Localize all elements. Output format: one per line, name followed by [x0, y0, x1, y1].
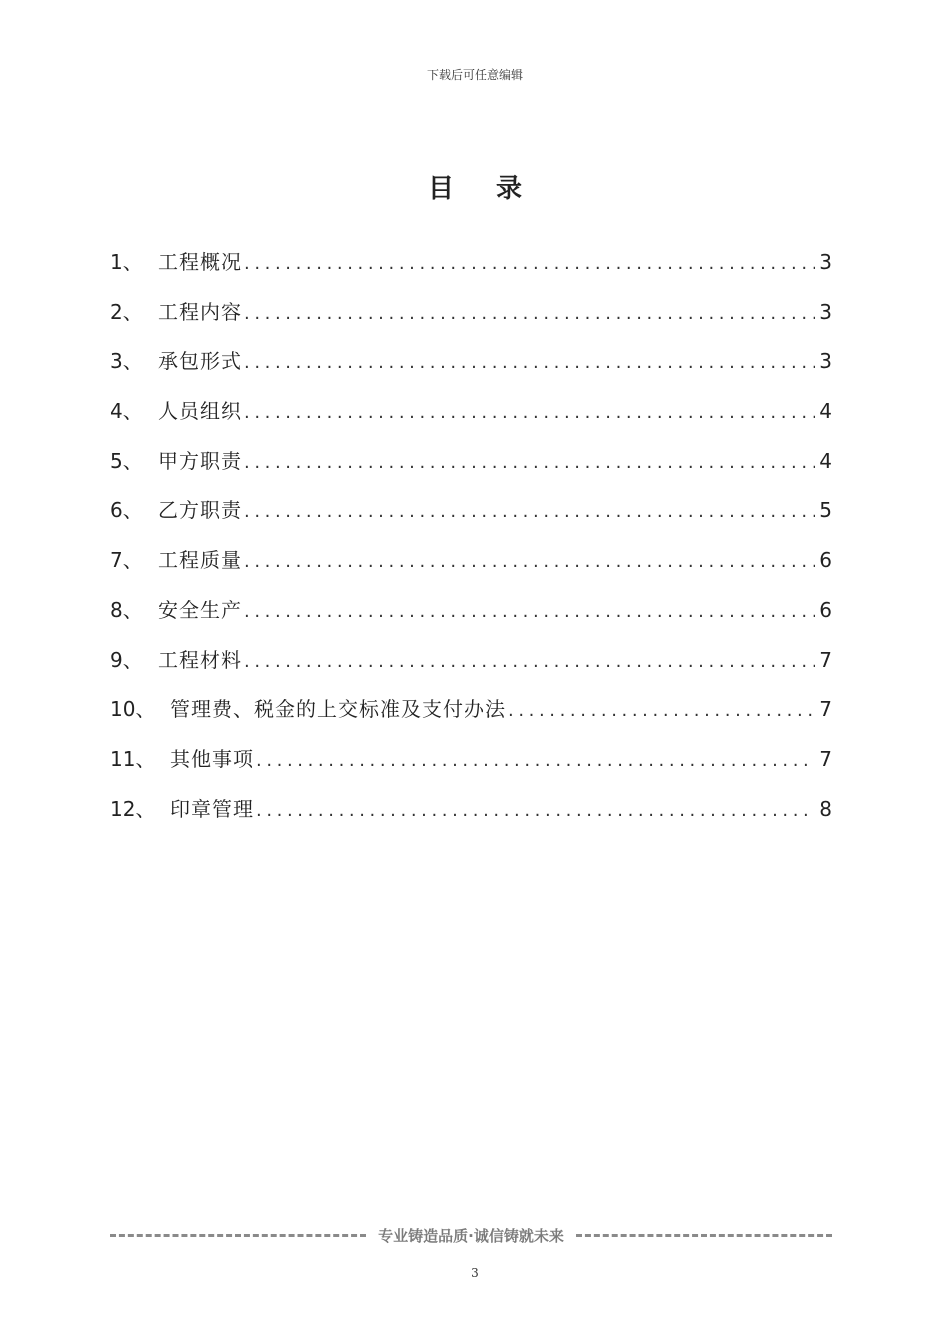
- toc-title: 目录: [427, 174, 564, 204]
- toc-entry-label: 管理费、税金的上交标准及支付办法: [170, 697, 506, 722]
- toc-entry-number: 6、: [110, 498, 143, 523]
- toc-leader-dots: [244, 601, 815, 622]
- toc-entry-label: 工程内容: [158, 299, 242, 324]
- toc-entry[interactable]: [110, 345, 832, 395]
- toc-leader-dots: [508, 700, 815, 721]
- toc-entry-label: 印章管理: [170, 796, 254, 821]
- toc-entry[interactable]: [110, 445, 832, 495]
- toc-entry-page: 7: [819, 746, 832, 771]
- toc-entry[interactable]: [110, 395, 832, 445]
- footer-slogan: 专业铸造品质·诚信铸就未来: [378, 1226, 564, 1245]
- toc-entry[interactable]: [110, 693, 832, 743]
- toc-leader-dots: [244, 402, 815, 423]
- toc-entry-label: 乙方职责: [158, 498, 242, 523]
- toc-entry-label: 人员组织: [158, 399, 242, 424]
- toc-entry-page: 3: [819, 299, 832, 324]
- footer-band: [110, 1222, 832, 1248]
- toc-leader-dots: [256, 750, 815, 771]
- toc-leader-dots: [244, 303, 815, 324]
- table-of-contents: [110, 246, 832, 842]
- toc-entry-page: 3: [819, 349, 832, 374]
- page-number: 3: [471, 1266, 479, 1280]
- toc-entry-label: 安全生产: [158, 597, 242, 622]
- toc-entry-number: 5、: [110, 448, 143, 473]
- toc-entry-number: 11、: [110, 746, 156, 771]
- toc-entry-page: 4: [819, 448, 832, 473]
- toc-entry-label: 工程质量: [158, 548, 242, 573]
- toc-leader-dots: [256, 800, 815, 821]
- toc-entry-number: 2、: [110, 299, 143, 324]
- toc-entry-label: 甲方职责: [158, 448, 242, 473]
- toc-leader-dots: [244, 501, 815, 522]
- toc-entry-page: 5: [819, 498, 832, 523]
- toc-entry-number: 4、: [110, 399, 143, 424]
- toc-entry-number: 10、: [110, 697, 156, 722]
- toc-leader-dots: [244, 253, 815, 274]
- footer-dash-right: [576, 1234, 832, 1237]
- toc-entry[interactable]: [110, 544, 832, 594]
- toc-entry-page: 4: [819, 399, 832, 424]
- toc-entry-label: 其他事项: [170, 746, 254, 771]
- toc-entry[interactable]: [110, 743, 832, 793]
- toc-entry[interactable]: [110, 594, 832, 644]
- toc-entry[interactable]: [110, 246, 832, 296]
- toc-entry[interactable]: [110, 644, 832, 694]
- toc-entry-number: 1、: [110, 250, 143, 274]
- toc-leader-dots: [244, 551, 815, 572]
- toc-entry-number: 3、: [110, 349, 143, 374]
- toc-entry-page: 7: [819, 647, 832, 672]
- toc-leader-dots: [244, 452, 815, 473]
- toc-leader-dots: [244, 352, 815, 373]
- toc-entry-page: 6: [819, 548, 832, 573]
- toc-entry-number: 12、: [110, 796, 156, 821]
- toc-entry[interactable]: [110, 793, 832, 843]
- toc-entry-label: 工程概况: [158, 250, 242, 274]
- toc-entry[interactable]: [110, 494, 832, 544]
- toc-entry-number: 8、: [110, 597, 143, 622]
- toc-entry-page: 7: [819, 697, 832, 722]
- toc-entry-label: 工程材料: [158, 647, 242, 672]
- toc-entry-page: 8: [819, 796, 832, 821]
- page-header: 下载后可任意编辑: [426, 68, 523, 82]
- toc-entry-number: 7、: [110, 548, 143, 573]
- toc-leader-dots: [244, 651, 815, 672]
- toc-entry-page: 6: [819, 597, 832, 622]
- footer-dash-left: [110, 1234, 366, 1237]
- toc-entry-page: 3: [819, 250, 832, 274]
- toc-entry-number: 9、: [110, 647, 143, 672]
- toc-entry[interactable]: [110, 296, 832, 346]
- toc-entry-label: 承包形式: [158, 349, 242, 374]
